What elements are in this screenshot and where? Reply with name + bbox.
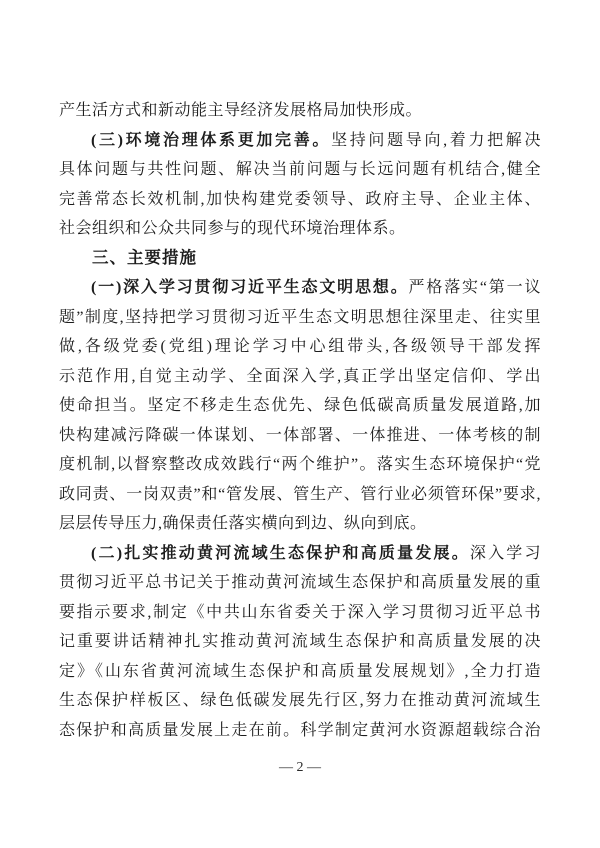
body-text: 政同责、一岗双责”和“管发展、管生产、管行业必须管环保”要求, <box>59 485 541 503</box>
body-text: 态保护和高质量发展上走在前。科学制定黄河水资源超载综合治 <box>59 721 541 739</box>
body-text: 要指示要求,制定《中共山东省委关于深入学习贯彻习近平总书 <box>59 603 541 621</box>
text-line <box>59 332 541 362</box>
text-line <box>59 362 541 392</box>
body-text: 做,各级党委(党组)理论学习中心组带头,各级领导干部发挥 <box>59 338 541 355</box>
text-line <box>59 126 541 156</box>
text-line <box>59 627 541 657</box>
text-line <box>59 657 541 687</box>
emphasis-text: (一)深入学习贯彻习近平生态文明思想。 <box>91 279 409 296</box>
emphasis-text: 三、主要措施 <box>92 248 197 267</box>
text-line <box>59 598 541 628</box>
body-text: 具体问题与共性问题、解决当前问题与长远问题有机结合,健全 <box>59 161 541 178</box>
text-line <box>59 450 541 480</box>
text-line <box>59 716 541 746</box>
text-line <box>59 686 541 716</box>
body-text: 完善常态长效机制,加快构建党委领导、政府主导、企业主体、 <box>59 190 541 208</box>
text-line <box>59 155 541 185</box>
body-text: 度机制,以督察整改成效践行“两个维护”。落实生态环境保护“党 <box>59 456 541 473</box>
document-body <box>59 96 541 745</box>
body-text: 贯彻习近平总书记关于推动黄河流域生态保护和高质量发展的重 <box>59 574 541 591</box>
emphasis-text: (二)扎实推动黄河流域生态保护和高质量发展。 <box>91 544 470 562</box>
body-text: 产生活方式和新动能主导经济发展格局加快形成。 <box>59 102 423 119</box>
text-line <box>59 480 541 510</box>
text-line <box>59 185 541 215</box>
body-text: 层层传导压力,确保责任落实横向到边、纵向到底。 <box>59 515 427 532</box>
page-number: — 2 — <box>279 760 321 775</box>
text-line <box>59 96 541 126</box>
body-text: 定》《山东省黄河流域生态保护和高质量发展规划》,全力打造 <box>59 662 541 680</box>
body-text: 生态保护样板区、绿色低碳发展先行区,努力在推动黄河流域生 <box>59 692 541 709</box>
text-line <box>59 391 541 421</box>
text-line <box>59 214 541 244</box>
section-heading <box>59 244 541 274</box>
body-text: 严格落实“第一议 <box>408 279 541 296</box>
body-text: 示范作用,自觉主动学、全面深入学,真正学出坚定信仰、学出 <box>59 367 541 385</box>
body-text: 记重要讲话精神扎实推动黄河流域生态保护和高质量发展的决 <box>59 633 541 650</box>
text-line <box>59 303 541 333</box>
body-text: 社会组织和公众共同参与的现代环境治理体系。 <box>59 220 406 237</box>
body-text: 快构建减污降碳一体谋划、一体部署、一体推进、一体考核的制 <box>59 426 541 444</box>
text-line <box>59 509 541 539</box>
emphasis-text: (三)环境治理体系更加完善。 <box>91 131 332 149</box>
body-text: 题”制度,坚持把学习贯彻习近平生态文明思想往深里走、往实里 <box>59 308 541 326</box>
body-text: 坚持问题导向,着力把解决 <box>331 131 541 149</box>
text-line <box>59 421 541 451</box>
text-line <box>59 568 541 598</box>
text-line <box>59 539 541 569</box>
body-text: 深入学习 <box>469 544 541 562</box>
body-text: 使命担当。坚定不移走生态优先、绿色低碳高质量发展道路,加 <box>59 397 541 414</box>
text-line <box>59 273 541 303</box>
